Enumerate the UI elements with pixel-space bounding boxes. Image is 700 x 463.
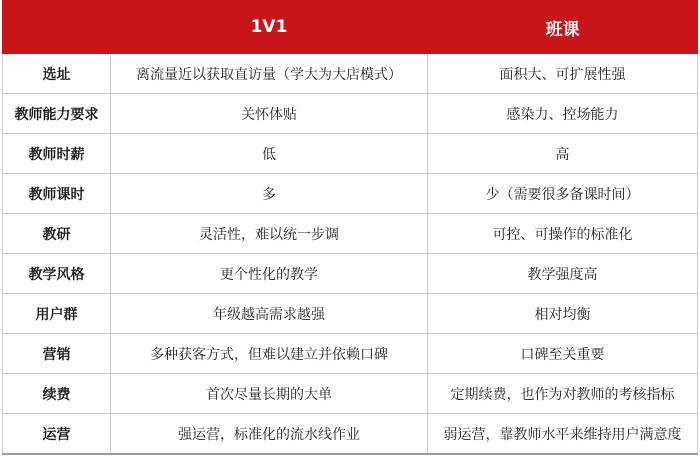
- header-row: [3, 1, 698, 54]
- cell-1v1: 低: [111, 134, 428, 174]
- cell-group-class: 定期续费，也作为对教师的考核指标: [428, 374, 698, 414]
- cell-1v1: 多种获客方式，但难以建立并依赖口碑: [111, 334, 428, 374]
- row-label: 教师课时: [3, 174, 111, 214]
- table-row: [3, 254, 698, 294]
- row-label: 续费: [3, 374, 111, 414]
- table-row: [3, 374, 698, 414]
- table-row: [3, 214, 698, 254]
- cell-group-class: 可控、可操作的标准化: [428, 214, 698, 254]
- table-row: [3, 174, 698, 214]
- cell-group-class: 感染力、控场能力: [428, 94, 698, 134]
- row-label: 运营: [3, 414, 111, 455]
- table-row: [3, 94, 698, 134]
- table-row: [3, 334, 698, 374]
- cell-1v1: 更个性化的教学: [111, 254, 428, 294]
- table-row: [3, 414, 698, 455]
- row-label: 用户群: [3, 294, 111, 334]
- cell-1v1: 离流量近以获取直访量（学大为大店模式）: [111, 54, 428, 94]
- cell-group-class: 高: [428, 134, 698, 174]
- cell-group-class: 教学强度高: [428, 254, 698, 294]
- cell-1v1: 关怀体贴: [111, 94, 428, 134]
- header-group-class: 班课: [428, 1, 698, 54]
- table-row: [3, 294, 698, 334]
- cell-1v1: 强运营，标准化的流水线作业: [111, 414, 428, 455]
- cell-group-class: 面积大、可扩展性强: [428, 54, 698, 94]
- cell-group-class: 弱运营，靠教师水平来维持用户满意度: [428, 414, 698, 455]
- row-label: 教学风格: [3, 254, 111, 294]
- cell-1v1: 年级越高需求越强: [111, 294, 428, 334]
- table-row: [3, 54, 698, 94]
- row-label: 教研: [3, 214, 111, 254]
- row-label: 营销: [3, 334, 111, 374]
- cell-group-class: 相对均衡: [428, 294, 698, 334]
- row-label: 教师时薪: [3, 134, 111, 174]
- header-corner-cell: [3, 1, 111, 54]
- cell-group-class: 口碑至关重要: [428, 334, 698, 374]
- cell-1v1: 首次尽量长期的大单: [111, 374, 428, 414]
- row-label: 教师能力要求: [3, 94, 111, 134]
- table-row: [3, 134, 698, 174]
- cell-1v1: 多: [111, 174, 428, 214]
- header-1v1: 1V1: [111, 1, 428, 54]
- comparison-table: [2, 0, 698, 455]
- cell-1v1: 灵活性，难以统一步调: [111, 214, 428, 254]
- cell-group-class: 少（需要很多备课时间）: [428, 174, 698, 214]
- row-label: 选址: [3, 54, 111, 94]
